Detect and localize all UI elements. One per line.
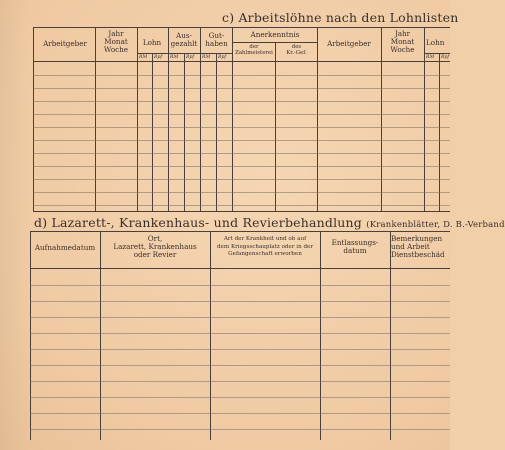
col-anerkenntnis: Anerkenntnis bbox=[250, 30, 300, 39]
section-c-column-rule bbox=[424, 27, 425, 211]
col-arbeitgeber-2: Arbeitgeber bbox=[327, 39, 371, 48]
section-c-row-rule bbox=[33, 75, 450, 76]
section-c-column-rule bbox=[33, 27, 34, 211]
section-c-currency-rule bbox=[152, 53, 153, 211]
col-ort-lazarett: Ort, Lazarett, Krankenhaus oder Revier bbox=[113, 234, 197, 259]
section-c-column-rule bbox=[95, 27, 96, 211]
unit-rpf-ausgezahlt: Rpf bbox=[186, 55, 195, 60]
section-c-row-rule bbox=[33, 101, 450, 102]
section-d-header-bottom-rule bbox=[30, 268, 450, 269]
section-c-title: c) Arbeitslöhne nach den Lohnlisten bbox=[222, 10, 459, 25]
section-d-row-rule bbox=[30, 413, 450, 414]
section-d-row-rule bbox=[30, 397, 450, 398]
col-lohn: Lohn bbox=[142, 38, 162, 47]
col-guthaben: Gut- haben bbox=[205, 31, 228, 48]
section-c-row-rule bbox=[33, 140, 450, 141]
section-c-row-rule bbox=[33, 114, 450, 115]
section-c-currency-rule bbox=[439, 53, 440, 211]
section-c-row-rule bbox=[33, 127, 450, 128]
col-jahr-monat-woche: Jahr Monat Woche bbox=[103, 29, 129, 54]
col-jahr-monat-woche-2: Jahr Monat Woche bbox=[390, 29, 415, 54]
section-d-column-rule bbox=[320, 231, 321, 440]
section-c-row-rule bbox=[33, 192, 450, 193]
section-d-row-rule bbox=[30, 301, 450, 302]
section-d-top-rule bbox=[30, 231, 450, 232]
section-d-row-rule bbox=[30, 349, 450, 350]
col-des-kr-gef: des Kr.-Gef. bbox=[286, 44, 307, 56]
section-d-row-rule bbox=[30, 333, 450, 334]
section-d-title-note: (Krankenblätter, D. B.-Verband bbox=[366, 220, 505, 230]
section-c-column-rule bbox=[168, 27, 169, 211]
col-bemerkungen: Bemerkungen und Arbeit Dienstbeschäd bbox=[391, 234, 445, 259]
section-c-column-rule bbox=[200, 27, 201, 211]
section-d-title: d) Lazarett-, Krankenhaus- und Revierbehandlung (Krankenblätter, D. B.-Verband bbox=[34, 215, 505, 230]
section-c-column-rule bbox=[381, 27, 382, 211]
section-d-column-rule bbox=[30, 231, 31, 440]
col-art-der-krankheit: Art der Krankheit und ob auf dem Kriegsschauplatz oder in der Gefangenschaft erworben bbox=[216, 236, 314, 257]
unit-rm-lohn-2: RM bbox=[426, 55, 435, 60]
unit-rm-guthaben: RM bbox=[202, 55, 211, 60]
section-c-row-rule bbox=[33, 88, 450, 89]
section-c-currency-rule bbox=[216, 53, 217, 211]
section-d-column-rule bbox=[100, 231, 101, 440]
section-d-row-rule bbox=[30, 365, 450, 366]
currency-sub-rule-2 bbox=[424, 53, 450, 54]
section-c-column-rule bbox=[137, 27, 138, 211]
section-d-row-rule bbox=[30, 381, 450, 382]
unit-rpf-lohn: Rpf bbox=[154, 55, 163, 60]
col-ausgezahlt: Aus- gezahlt bbox=[170, 31, 198, 48]
section-d-row-rule bbox=[30, 317, 450, 318]
col-entlassungsdatum: Entlassungs- datum bbox=[331, 238, 379, 255]
section-c-bottom-rule bbox=[33, 211, 450, 212]
section-c-column-rule bbox=[317, 27, 318, 211]
page-binding-shadow bbox=[0, 0, 28, 450]
unit-rm-ausgezahlt: RM bbox=[170, 55, 179, 60]
col-lohn-2: Lohn bbox=[426, 38, 445, 47]
unit-rpf-guthaben: Rpf bbox=[218, 55, 227, 60]
section-d-row-rule bbox=[30, 429, 450, 430]
unit-rpf-lohn-2: Rpf bbox=[441, 55, 450, 60]
section-c-currency-rule bbox=[184, 53, 185, 211]
section-c-row-rule bbox=[33, 179, 450, 180]
section-c-row-rule bbox=[33, 153, 450, 154]
section-c-row-rule bbox=[33, 205, 450, 206]
section-d-column-rule bbox=[390, 231, 391, 440]
unit-rm-lohn: RM bbox=[139, 55, 148, 60]
col-der-zahlmeisterei: der Zahlmeisterei bbox=[235, 44, 273, 56]
section-d-column-rule bbox=[210, 231, 211, 440]
col-aufnahmedatum: Aufnahmedatum bbox=[34, 243, 96, 252]
section-c-row-rule bbox=[33, 166, 450, 167]
col-arbeitgeber: Arbeitgeber bbox=[43, 39, 87, 48]
section-d-row-rule bbox=[30, 285, 450, 286]
